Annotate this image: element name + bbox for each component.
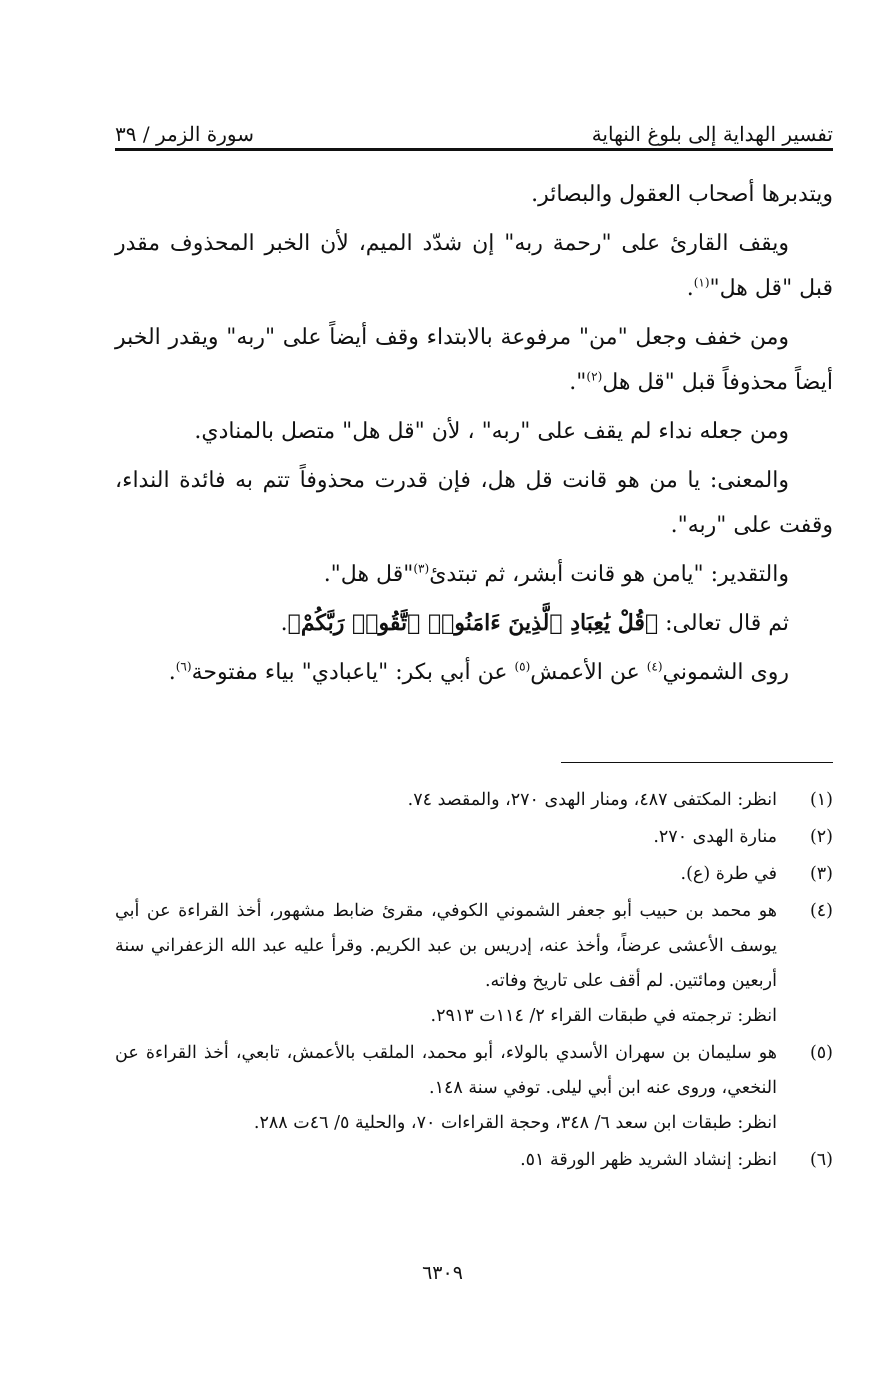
footnote-ref-1[interactable]: (١) [693, 275, 710, 290]
footnotes [115, 783, 833, 1180]
main-text [115, 172, 833, 699]
footnote-ref-5[interactable]: (٥) [514, 659, 531, 674]
book-title: تفسير الهداية إلى بلوغ النهاية [591, 122, 833, 146]
paragraph-4: ومن جعله نداء لم يقف على "ربه" ، لأن "قل هل" متصل بالمنادي. [194, 419, 789, 444]
surah-reference: سورة الزمر / ٣٩ [115, 122, 254, 146]
paragraph-5: والمعنى: يا من هو قانت قل هل، فإن قدرت محذوفاً تتم به فائدة النداء، وقفت على "ربه". [115, 468, 833, 538]
footnote-number: (٢) [809, 827, 833, 847]
footnote-ref-3[interactable]: (٣) [413, 561, 430, 576]
quran-verse: ﴿قُلْ يَٰعِبَادِ ٱلَّذِينَ ءَامَنُوا۟ ٱتَّقُوا۟ رَبَّكُمْ﴾ [287, 610, 659, 636]
footnote-6 [115, 1143, 833, 1178]
footnote-source: انظر: طبقات ابن سعد ٦/ ٣٤٨، وحجة القراءات ٧٠، والحلية ٥/ ٤٦ت ٢٨٨. [253, 1113, 777, 1133]
footnote-ref-6[interactable]: (٦) [175, 659, 192, 674]
paragraph-7: ثم قال تعالى: ﴿قُلْ يَٰعِبَادِ ٱلَّذِينَ ءَامَنُوا۟ ٱتَّقُوا۟ رَبَّكُمْ﴾. [280, 610, 789, 636]
paragraph-2: ويقف القارئ على "رحمة ربه" إن شدّد الميم، لأن الخبر المحذوف مقدر قبل "قل هل"$^{(١)}$. [115, 231, 833, 301]
footnote-1 [115, 783, 833, 818]
header-rule [115, 148, 833, 151]
footnote-text: انظر: إنشاد الشريد ظهر الورقة ٥١. [520, 1150, 777, 1170]
footnote-number: (٤) [809, 901, 833, 921]
footnote-text: هو محمد بن حبيب أبو جعفر الشموني الكوفي، مقرئ ضابط مشهور، أخذ القراءة عن أبي يوسف الأعشى عرضاً، وأخذ عنه، إدريس بن عبد الكريم. وقرأ عليه عبد الله الزعفراني سنة أربعين ومائتين. لم أقف على تاريخ وفاته. [115, 901, 777, 991]
footnote-ref-4[interactable]: (٤) [646, 659, 663, 674]
footnote-number: (٥) [809, 1043, 833, 1063]
footnote-text: في طرة (ع). [680, 864, 777, 884]
footnote-separator [561, 762, 833, 763]
footnote-source: انظر: ترجمته في طبقات القراء ٢/ ١١٤ت ٢٩١٣. [430, 1006, 777, 1026]
footnote-ref-2[interactable]: (٢) [586, 369, 603, 384]
paragraph-1: ويتدبرها أصحاب العقول والبصائر. [531, 182, 833, 207]
footnote-number: (٣) [809, 864, 833, 884]
footnote-3 [115, 857, 833, 892]
footnote-4 [115, 894, 833, 1034]
footnote-text: هو سليمان بن سهران الأسدي بالولاء، أبو محمد، الملقب بالأعمش، تابعي، أخذ القراءة عن النخعي، وروى عنه ابن أبي ليلى. توفي سنة ١٤٨. [115, 1043, 777, 1098]
footnote-5 [115, 1036, 833, 1141]
running-header [115, 106, 833, 146]
footnote-number: (٦) [809, 1150, 833, 1170]
footnote-2 [115, 820, 833, 855]
footnote-text: انظر: المكتفى ٤٨٧، ومنار الهدى ٢٧٠، والمقصد ٧٤. [407, 790, 777, 810]
paragraph-3: ومن خفف وجعل "من" مرفوعة بالابتداء وقف أيضاً على "ربه" ويقدر الخبر أيضاً محذوفاً قبل "قل هل$^{(٢)}$". [115, 325, 833, 395]
page-number: ٦٣٠٩ [422, 1262, 463, 1284]
footnote-number: (١) [809, 790, 833, 810]
paragraph-6: والتقدير: "يامن هو قانت أبشر، ثم تبتدئ$^{(٣)}$"قل هل". [323, 561, 789, 587]
paragraph-8: روى الشموني$^{(٤)}$ عن الأعمش$^{(٥)}$ عن أبي بكر: "ياعبادي" بياء مفتوحة$^{(٦)}$. [168, 659, 789, 685]
footnote-text: منارة الهدى ٢٧٠. [653, 827, 777, 847]
